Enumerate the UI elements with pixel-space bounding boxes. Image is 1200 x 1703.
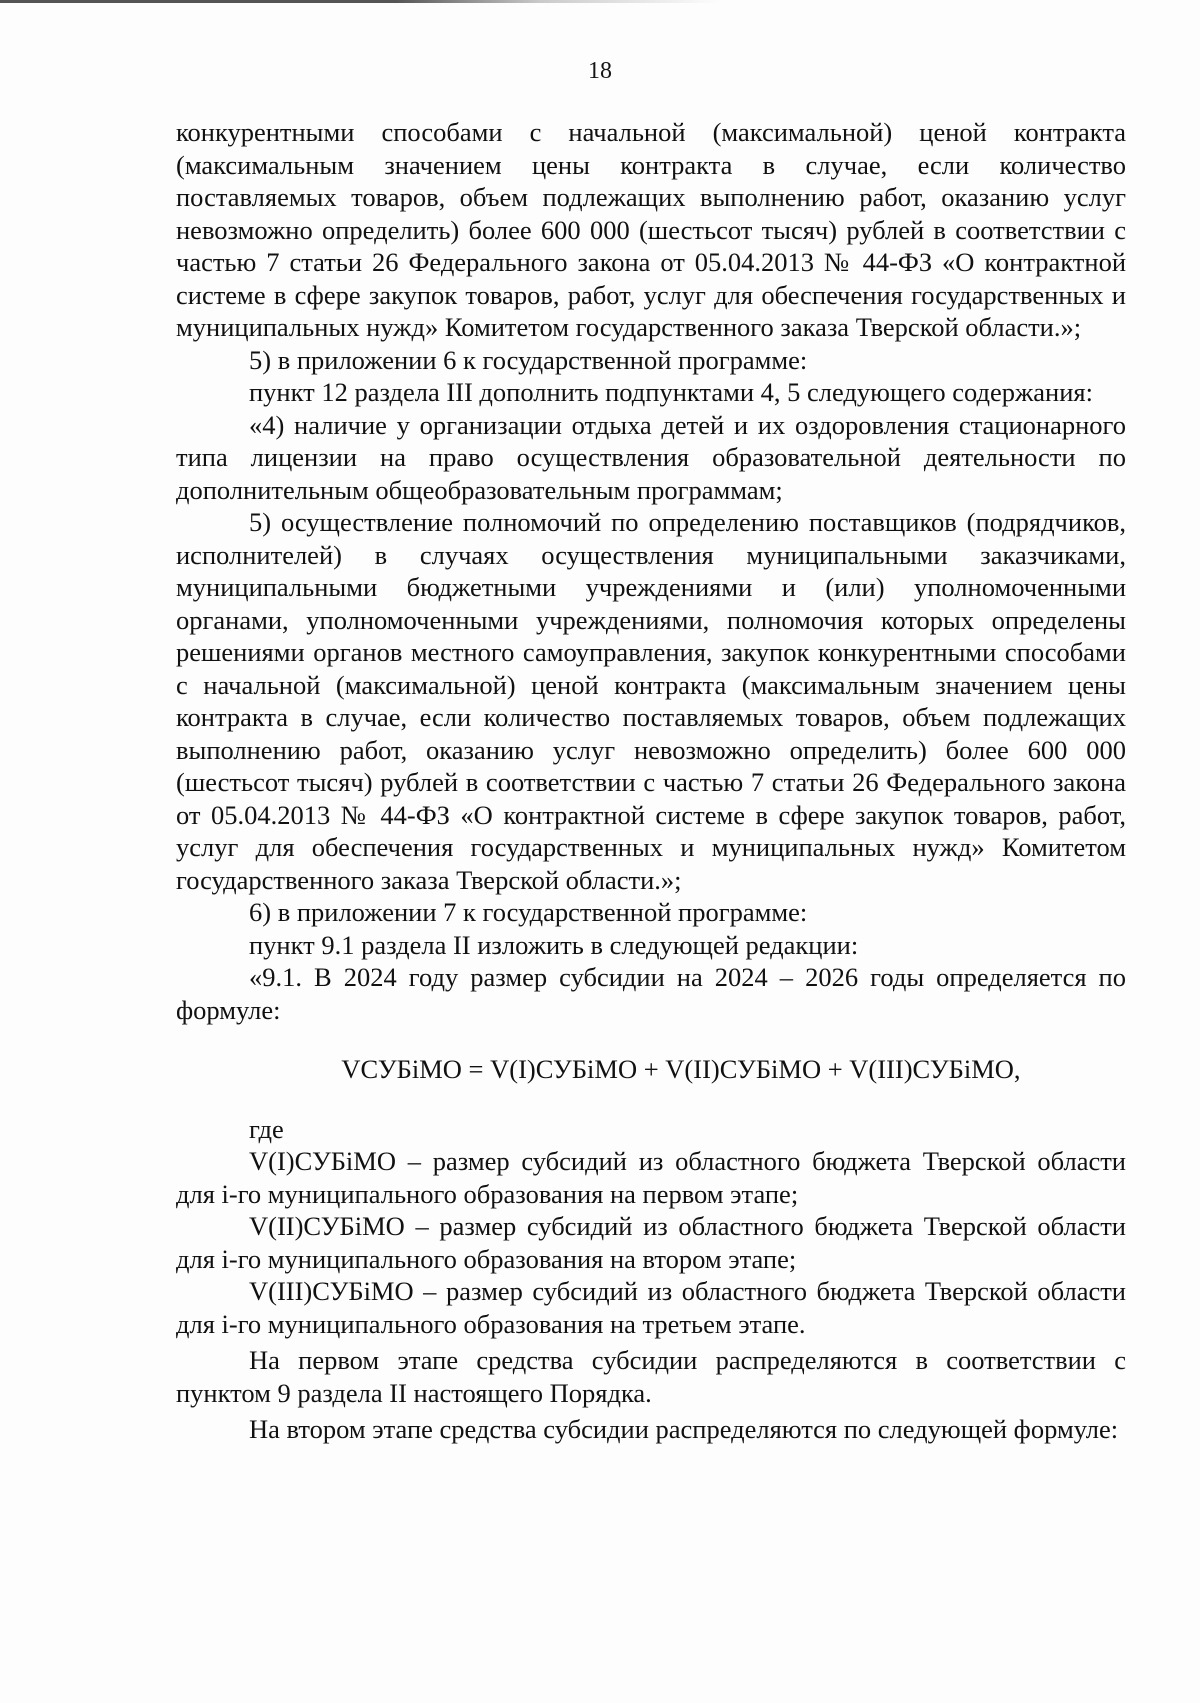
definition-stage-2: V(II)СУБiМО – размер субсидий из областного бюджета Тверской области для i-го муниципального образования на втором этапе;: [176, 1211, 1126, 1274]
where-label: где: [249, 1113, 284, 1144]
document-body: [176, 116, 1126, 1446]
paragraph-point-12: пункт 12 раздела III дополнить подпунктами 4, 5 следующего содержания:: [249, 377, 1093, 407]
paragraph-item-6: 6) в приложении 7 к государственной программе:: [249, 897, 808, 927]
paragraph-first-stage: На первом этапе средства субсидии распределяются в соответствии с пунктом 9 раздела II настоящего Порядка.: [176, 1345, 1126, 1408]
formula: VСУБiМО = V(I)СУБiМО + V(II)СУБiМО + V(III)СУБiМО,: [341, 1054, 1021, 1084]
paragraph-item-5: 5) в приложении 6 к государственной программе:: [249, 344, 808, 375]
paragraph-subpoint-5: 5) осуществление полномочий по определению поставщиков (подрядчиков, исполнителей) в случаях осуществления муниципальными заказчиками, муниципальными бюджетными учреждениями и (или) уполномоченными органами, уполномоченными учреждениями, полномочия которых определены решениями органов местного самоуправления, закупок конкурентными способами с начальной (максимальной) ценой контракта (максимальным значением цены контракта в случае, если количество поставляемых товаров, объем подлежащих выполнению работ, оказанию услуг невозможно определить) более 600 000 (шестьсот тысяч) рублей в соответствии с частью 7 статьи 26 Федерального закона от 05.04.2013 № 44-ФЗ «О контрактной системе в сфере закупок товаров, работ, услуг для обеспечения государственных и муниципальных нужд» Комитетом государственного заказа Тверской области.»;: [176, 507, 1126, 895]
definition-stage-1: V(I)СУБiМО – размер субсидий из областного бюджета Тверской области для i-го муниципального образования на первом этапе;: [176, 1146, 1126, 1209]
scan-edge-shadow: [0, 0, 720, 3]
paragraph-formula-intro: «9.1. В 2024 году размер субсидии на 2024 – 2026 годы определяется по формуле:: [176, 962, 1126, 1025]
definition-stage-3: V(III)СУБiМО – размер субсидий из областного бюджета Тверской области для i-го муниципального образования на третьем этапе.: [176, 1276, 1126, 1339]
paragraph-point-9-1: пункт 9.1 раздела II изложить в следующей редакции:: [249, 929, 859, 960]
paragraph-second-stage: На втором этапе средства субсидии распределяются по следующей формуле:: [249, 1414, 1119, 1444]
page-number: 18: [588, 58, 612, 84]
paragraph-continuation: конкурентными способами с начальной (максимальной) ценой контракта (максимальным значением цены контракта в случае, если количество поставляемых товаров, объем подлежащих выполнению работ, оказанию услуг невозможно определить) более 600 000 (шестьсот тысяч) рублей в соответствии с частью 7 статьи 26 Федерального закона от 05.04.2013 № 44-ФЗ «О контрактной системе в сфере закупок товаров, работ, услуг для обеспечения государственных и муниципальных нужд» Комитетом государственного заказа Тверской области.»;: [176, 117, 1126, 342]
paragraph-subpoint-4: «4) наличие у организации отдыха детей и их оздоровления стационарного типа лицензии на право осуществления образовательной деятельности по дополнительным общеобразовательным программам;: [176, 409, 1126, 505]
